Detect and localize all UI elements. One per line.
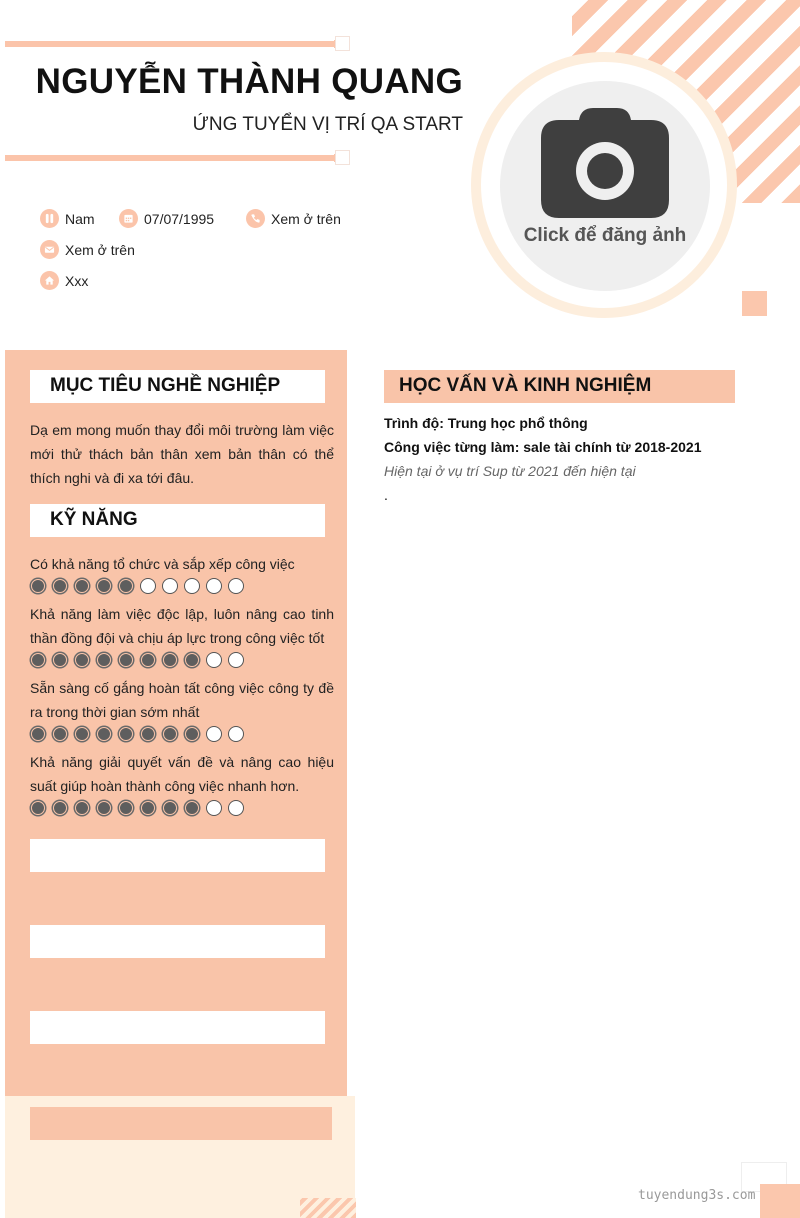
email-icon xyxy=(40,240,59,259)
info-gender[interactable] xyxy=(40,209,95,228)
rating-dot-empty[interactable] xyxy=(162,578,178,594)
camera-icon[interactable] xyxy=(541,108,669,218)
skill-item-2[interactable]: Khả năng làm việc độc lập, luôn nâng cao tinh thần đồng đội và chịu áp lực trong công việc tốt xyxy=(30,606,334,646)
watermark-square xyxy=(760,1184,800,1218)
rating-dot-filled[interactable] xyxy=(97,801,111,815)
skills-title[interactable]: KỸ NĂNG xyxy=(50,509,138,530)
skill-rating-2[interactable] xyxy=(30,652,244,668)
rating-dot-empty[interactable] xyxy=(206,726,222,742)
email-value: Xem ở trên xyxy=(65,241,135,258)
rating-dot-filled[interactable] xyxy=(163,653,177,667)
rating-dot-filled[interactable] xyxy=(53,727,67,741)
rating-dot-filled[interactable] xyxy=(75,727,89,741)
rating-dot-filled[interactable] xyxy=(163,801,177,815)
rating-dot-filled[interactable] xyxy=(31,801,45,815)
rating-dot-empty[interactable] xyxy=(206,800,222,816)
objective-text[interactable]: Dạ em mong muốn thay đổi môi trường làm việc mới thử thách bản thân xem bản thân có thể thích nghi và đi xa tới đâu. xyxy=(30,422,334,486)
corner-gap xyxy=(736,203,800,293)
rating-dot-empty[interactable] xyxy=(228,578,244,594)
rating-dot-filled[interactable] xyxy=(75,653,89,667)
skills-header xyxy=(30,504,325,537)
rating-dot-filled[interactable] xyxy=(119,801,133,815)
current-position[interactable]: Hiện tại ở vụ trí Sup từ 2021 đến hiện tại xyxy=(384,463,636,479)
skill-item-4[interactable]: Khả năng giải quyết vấn đề và nâng cao hiệu suất giúp hoàn thành công việc nhanh hơn. xyxy=(30,754,334,794)
rating-dot-empty[interactable] xyxy=(228,726,244,742)
rating-dot-filled[interactable] xyxy=(53,801,67,815)
work-history[interactable]: Công việc từng làm: sale tài chính từ 2018-2021 xyxy=(384,439,702,455)
objective-header xyxy=(30,370,325,403)
candidate-position[interactable]: ỨNG TUYỂN VỊ TRÍ QA START xyxy=(192,114,463,135)
rating-dot-filled[interactable] xyxy=(163,727,177,741)
rating-dot-filled[interactable] xyxy=(185,801,199,815)
rating-dot-empty[interactable] xyxy=(228,652,244,668)
rating-dot-filled[interactable] xyxy=(185,727,199,741)
info-email[interactable] xyxy=(40,240,135,259)
rating-dot-filled[interactable] xyxy=(119,727,133,741)
phone-icon xyxy=(246,209,265,228)
education-header xyxy=(384,370,735,403)
rating-dot-filled[interactable] xyxy=(141,727,155,741)
birthday-value: 07/07/1995 xyxy=(144,210,215,227)
rating-dot-filled[interactable] xyxy=(97,579,111,593)
skill-item-3[interactable]: Sẵn sàng cố gắng hoàn tất công việc công ty đề ra trong thời gian sớm nhất xyxy=(30,680,334,720)
info-address[interactable] xyxy=(40,271,88,290)
rating-dot-filled[interactable] xyxy=(53,579,67,593)
rating-dot-filled[interactable] xyxy=(119,653,133,667)
rating-dot-filled[interactable] xyxy=(31,653,45,667)
address-value: Xxx xyxy=(65,272,89,289)
gender-icon xyxy=(40,209,59,228)
home-icon xyxy=(40,271,59,290)
education-extra[interactable]: . xyxy=(384,487,388,503)
rating-dot-filled[interactable] xyxy=(97,727,111,741)
info-phone[interactable] xyxy=(246,209,341,228)
small-square-decoration xyxy=(742,291,767,316)
skill-rating-4[interactable] xyxy=(30,800,244,816)
footer-stripes-decoration xyxy=(300,1198,356,1218)
empty-section-1[interactable] xyxy=(30,839,325,872)
skill-rating-3[interactable] xyxy=(30,726,244,742)
skill-rating-1[interactable] xyxy=(30,578,244,594)
rating-dot-filled[interactable] xyxy=(119,579,133,593)
left-footer-bar xyxy=(30,1107,332,1140)
rating-dot-filled[interactable] xyxy=(141,653,155,667)
rating-dot-empty[interactable] xyxy=(184,578,200,594)
header-bottom-line xyxy=(5,155,335,161)
rating-dot-filled[interactable] xyxy=(75,801,89,815)
rating-dot-empty[interactable] xyxy=(228,800,244,816)
empty-section-3[interactable] xyxy=(30,1011,325,1044)
rating-dot-filled[interactable] xyxy=(185,653,199,667)
education-title[interactable]: HỌC VẤN VÀ KINH NGHIỆM xyxy=(399,375,652,396)
rating-dot-empty[interactable] xyxy=(206,578,222,594)
rating-dot-empty[interactable] xyxy=(206,652,222,668)
photo-upload-label[interactable]: Click để đăng ảnh xyxy=(523,225,687,246)
watermark-text: tuyendung3s.com xyxy=(638,1188,756,1203)
skill-item-1[interactable]: Có khả năng tổ chức và sắp xếp công việc xyxy=(30,556,295,572)
rating-dot-empty[interactable] xyxy=(140,578,156,594)
rating-dot-filled[interactable] xyxy=(31,579,45,593)
candidate-name[interactable]: NGUYỄN THÀNH QUANG xyxy=(35,62,463,101)
rating-dot-filled[interactable] xyxy=(31,727,45,741)
education-level[interactable]: Trình độ: Trung học phổ thông xyxy=(384,415,588,431)
rating-dot-filled[interactable] xyxy=(53,653,67,667)
rating-dot-filled[interactable] xyxy=(97,653,111,667)
objective-title[interactable]: MỤC TIÊU NGHỀ NGHIỆP xyxy=(50,375,281,396)
rating-dot-filled[interactable] xyxy=(75,579,89,593)
phone-value: Xem ở trên xyxy=(271,210,341,227)
rating-dot-filled[interactable] xyxy=(141,801,155,815)
info-birthday[interactable] xyxy=(119,209,214,228)
header-top-line xyxy=(5,41,335,47)
gender-value: Nam xyxy=(65,210,95,227)
calendar-icon xyxy=(119,209,138,228)
empty-section-2[interactable] xyxy=(30,925,325,958)
